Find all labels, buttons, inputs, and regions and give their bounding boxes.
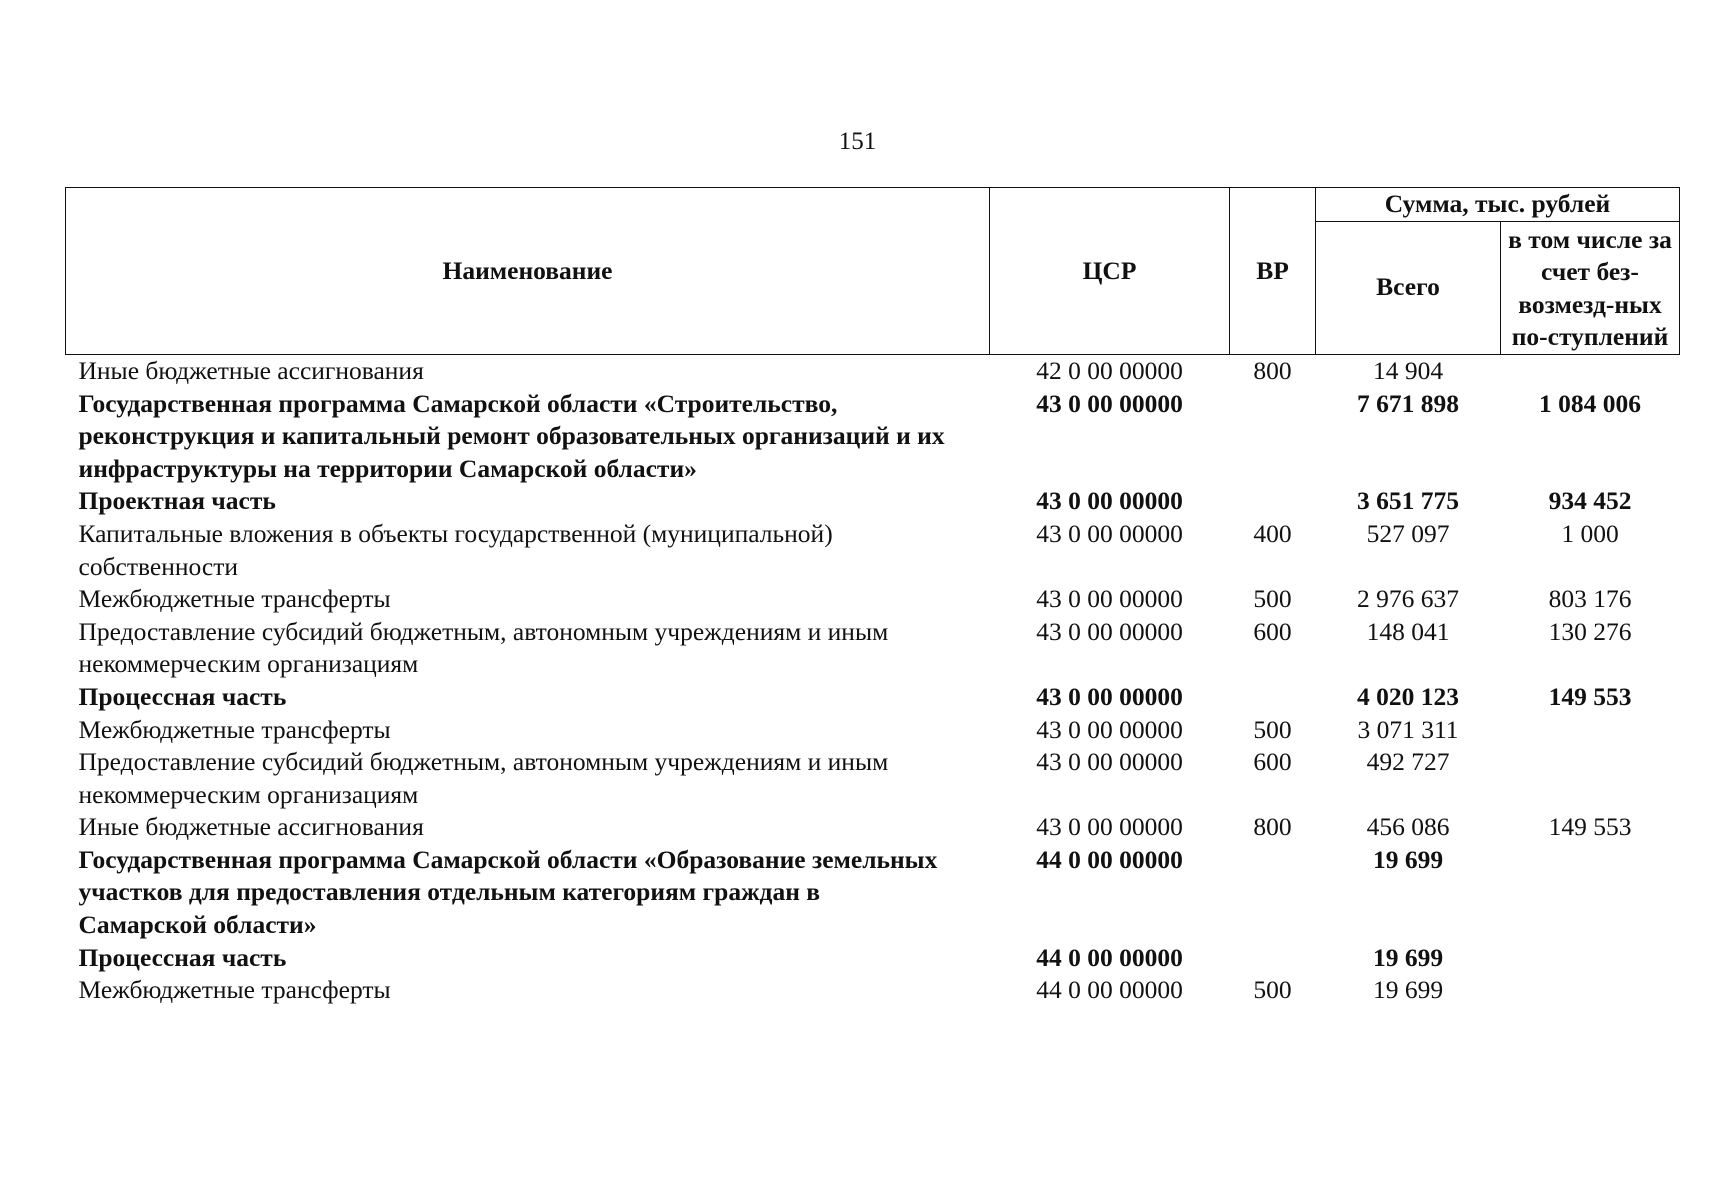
cell-name: Предоставление субсидий бюджетным, автономным учреждениям и иным некоммерческим организациям bbox=[78, 747, 889, 809]
table-row bbox=[66, 942, 1680, 975]
header-vr: ВР bbox=[1230, 188, 1316, 355]
table-row bbox=[66, 681, 1680, 714]
cell-total: 456 086 bbox=[1366, 812, 1450, 842]
cell-grant: 934 452 bbox=[1548, 486, 1632, 516]
cell-vr: 400 bbox=[1253, 518, 1292, 548]
cell-grant: 130 276 bbox=[1548, 616, 1632, 646]
cell-vr: 500 bbox=[1253, 714, 1292, 744]
cell-grant: 1 084 006 bbox=[1539, 388, 1641, 418]
cell-total: 19 699 bbox=[1372, 844, 1444, 874]
cell-grant bbox=[1501, 714, 1680, 747]
table-row bbox=[66, 714, 1680, 747]
budget-table bbox=[65, 187, 1680, 1007]
cell-csr: 43 0 00 00000 bbox=[1036, 486, 1183, 516]
cell-total: 492 727 bbox=[1366, 747, 1450, 777]
cell-name: Иные бюджетные ассигнования bbox=[78, 812, 424, 842]
table-row bbox=[66, 844, 1680, 942]
cell-vr bbox=[1230, 844, 1316, 942]
cell-csr: 44 0 00 00000 bbox=[1036, 942, 1183, 972]
cell-grant: 1 000 bbox=[1561, 518, 1619, 548]
table-row bbox=[66, 388, 1680, 486]
cell-csr: 43 0 00 00000 bbox=[1036, 812, 1183, 842]
cell-csr: 44 0 00 00000 bbox=[1036, 844, 1183, 874]
cell-vr bbox=[1230, 388, 1316, 486]
cell-csr: 43 0 00 00000 bbox=[1036, 714, 1183, 744]
table-row bbox=[66, 974, 1680, 1007]
cell-name: Межбюджетные трансферты bbox=[78, 584, 391, 614]
cell-csr: 43 0 00 00000 bbox=[1036, 388, 1183, 418]
cell-total: 14 904 bbox=[1372, 355, 1444, 385]
cell-grant bbox=[1501, 844, 1680, 942]
cell-csr: 44 0 00 00000 bbox=[1036, 975, 1183, 1005]
table-row bbox=[66, 354, 1680, 387]
cell-name: Межбюджетные трансферты bbox=[78, 975, 391, 1005]
cell-total: 148 041 bbox=[1366, 616, 1450, 646]
cell-vr: 800 bbox=[1253, 355, 1292, 385]
cell-total: 7 671 898 bbox=[1357, 388, 1459, 418]
cell-csr: 43 0 00 00000 bbox=[1036, 747, 1183, 777]
cell-grant: 803 176 bbox=[1548, 584, 1632, 614]
table-row bbox=[66, 746, 1680, 811]
cell-name: Процессная часть bbox=[78, 681, 287, 711]
cell-vr bbox=[1230, 485, 1316, 518]
cell-total: 3 071 311 bbox=[1357, 714, 1459, 744]
cell-csr: 42 0 00 00000 bbox=[1036, 355, 1183, 385]
cell-vr: 500 bbox=[1253, 584, 1292, 614]
table-body bbox=[66, 354, 1680, 1006]
header-grant: в том числе за счет без-возмезд-ных по-ступлений bbox=[1501, 221, 1680, 354]
cell-vr: 800 bbox=[1253, 812, 1292, 842]
cell-name: Государственная программа Самарской области «Строительство, реконструкция и капитальный ремонт образовательных организаций и их инфраструктуры на территории Самарской области» bbox=[78, 388, 945, 483]
cell-grant: 149 553 bbox=[1548, 681, 1632, 711]
cell-grant bbox=[1501, 942, 1680, 975]
cell-name: Государственная программа Самарской области «Образование земельных участков для предоставления отдельным категориям граждан в Самарской области» bbox=[78, 844, 938, 940]
header-name: Наименование bbox=[66, 188, 990, 355]
page-number: 151 bbox=[838, 128, 877, 155]
cell-csr: 43 0 00 00000 bbox=[1036, 584, 1183, 614]
cell-grant bbox=[1501, 354, 1680, 387]
table-row bbox=[66, 485, 1680, 518]
header-csr: ЦСР bbox=[990, 188, 1230, 355]
cell-name: Проектная часть bbox=[78, 486, 276, 516]
cell-name: Иные бюджетные ассигнования bbox=[78, 355, 424, 385]
cell-total: 19 699 bbox=[1372, 975, 1444, 1005]
cell-vr bbox=[1230, 681, 1316, 714]
cell-vr: 600 bbox=[1253, 747, 1292, 777]
cell-csr: 43 0 00 00000 bbox=[1036, 616, 1183, 646]
table-row bbox=[66, 616, 1680, 681]
cell-csr: 43 0 00 00000 bbox=[1036, 518, 1183, 548]
cell-csr: 43 0 00 00000 bbox=[1036, 681, 1183, 711]
cell-vr bbox=[1230, 942, 1316, 975]
header-sum: Сумма, тыс. рублей bbox=[1316, 188, 1680, 222]
cell-total: 2 976 637 bbox=[1357, 584, 1459, 614]
cell-total: 527 097 bbox=[1366, 518, 1450, 548]
cell-name: Капитальные вложения в объекты государственной (муниципальной) собственности bbox=[78, 518, 833, 581]
table-row bbox=[66, 811, 1680, 844]
cell-vr: 600 bbox=[1253, 616, 1292, 646]
cell-total: 3 651 775 bbox=[1357, 486, 1459, 516]
cell-grant: 149 553 bbox=[1548, 812, 1632, 842]
table-row bbox=[66, 583, 1680, 616]
cell-grant bbox=[1501, 746, 1680, 811]
cell-vr: 500 bbox=[1253, 975, 1292, 1005]
header-total: Всего bbox=[1316, 221, 1501, 354]
cell-total: 4 020 123 bbox=[1357, 681, 1459, 711]
cell-name: Предоставление субсидий бюджетным, автономным учреждениям и иным некоммерческим организациям bbox=[78, 616, 889, 679]
table-header bbox=[66, 188, 1680, 355]
cell-name: Процессная часть bbox=[78, 942, 287, 972]
cell-grant bbox=[1501, 974, 1680, 1007]
cell-total: 19 699 bbox=[1372, 942, 1444, 972]
table-row bbox=[66, 518, 1680, 583]
cell-name: Межбюджетные трансферты bbox=[78, 714, 391, 744]
